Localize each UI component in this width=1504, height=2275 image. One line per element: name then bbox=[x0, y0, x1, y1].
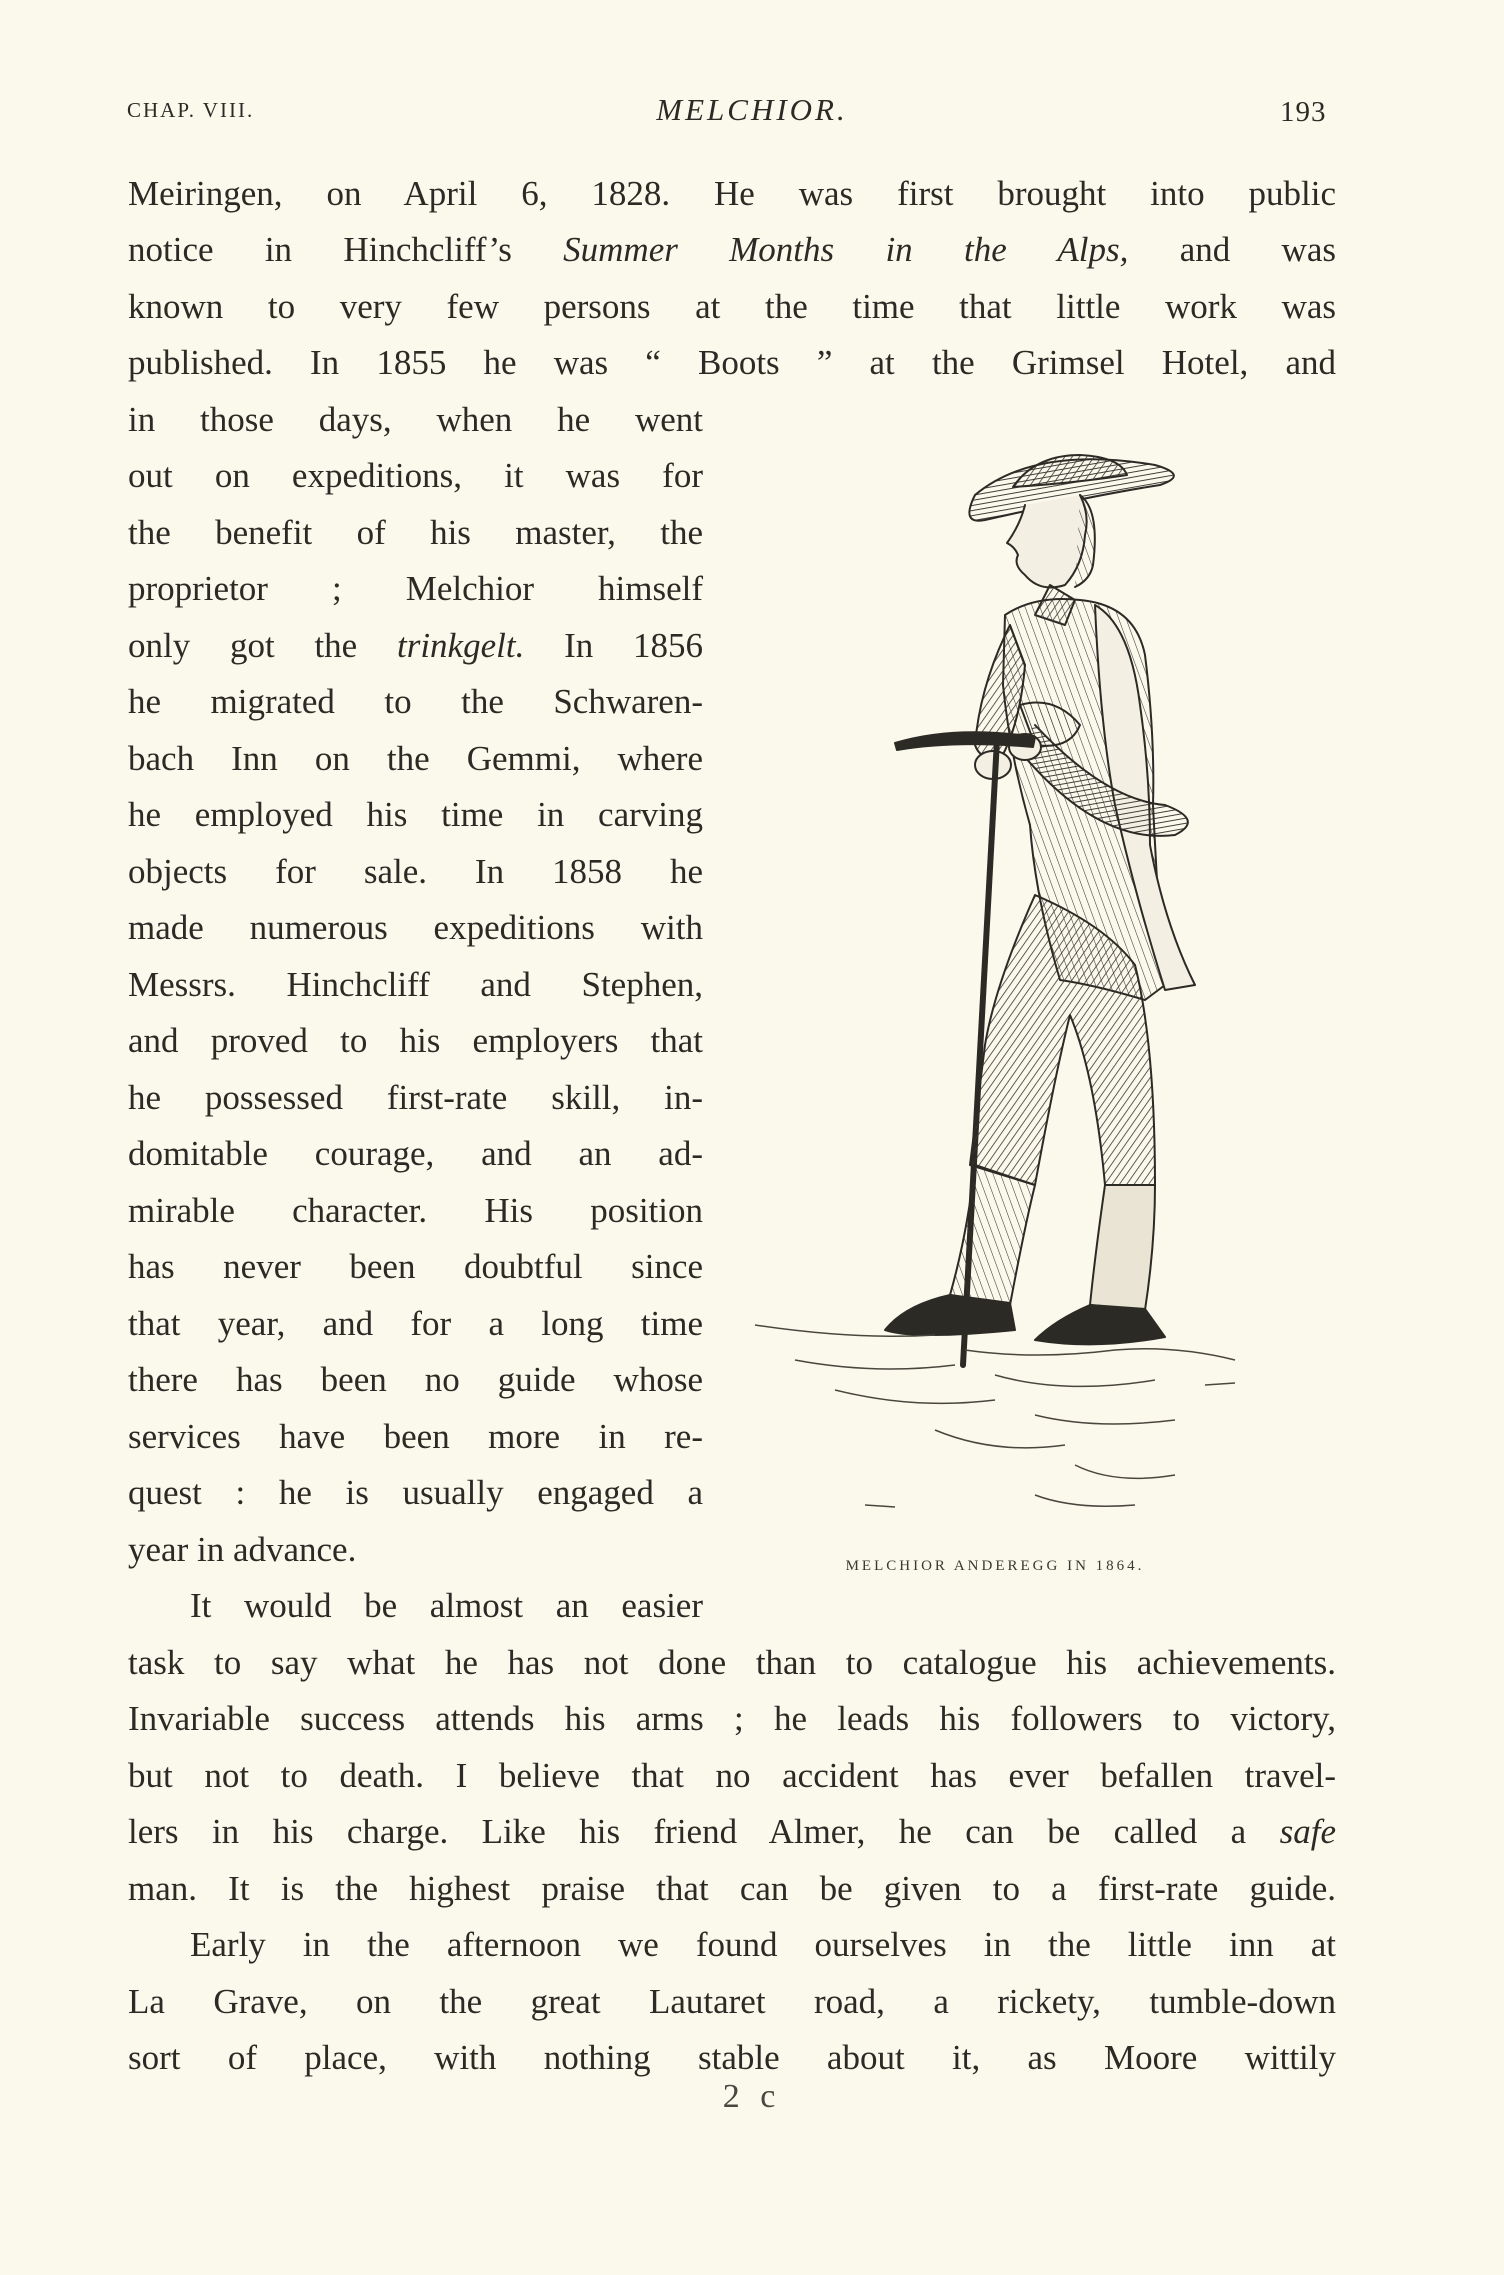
text-line: in those days, when he went bbox=[128, 400, 703, 439]
engraved-guide-figure bbox=[735, 425, 1255, 1550]
chapter-label: CHAP. VIII. bbox=[127, 98, 255, 122]
text-line: proprietor ; Melchior himself bbox=[128, 569, 703, 608]
figure-caption: MELCHIOR ANDEREGG IN 1864. bbox=[845, 1558, 1145, 1574]
text-line: objects for sale. In 1858 he bbox=[128, 852, 703, 891]
text-line: he possessed first-rate skill, in- bbox=[128, 1078, 703, 1117]
text-line: domitable courage, and an ad- bbox=[128, 1134, 703, 1173]
text-line: out on expeditions, it was for bbox=[128, 456, 703, 495]
text-line: Meiringen, on April 6, 1828. He was first brought into public bbox=[128, 174, 1336, 213]
text-line: Early in the afternoon we found ourselves in the little inn at bbox=[190, 1925, 1336, 1964]
text-line: there has been no guide whose bbox=[128, 1360, 703, 1399]
signature-mark: 2 c bbox=[722, 2078, 782, 2115]
text-line: made numerous expeditions with bbox=[128, 908, 703, 947]
text-line: Messrs. Hinchcliff and Stephen, bbox=[128, 965, 703, 1004]
text-line: La Grave, on the great Lautaret road, a rickety, tumble-down bbox=[128, 1982, 1336, 2021]
text-line: mirable character. His position bbox=[128, 1191, 703, 1230]
guide-portrait-illustration bbox=[735, 425, 1255, 1585]
page-number: 193 bbox=[1280, 96, 1327, 128]
text-line: task to say what he has not done than to catalogue his achievements. bbox=[128, 1643, 1336, 1682]
text-line: only got the trinkgelt. In 1856 bbox=[128, 626, 703, 665]
text-line: he migrated to the Schwaren- bbox=[128, 682, 703, 721]
text-line: sort of place, with nothing stable about it, as Moore wittily bbox=[128, 2038, 1336, 2077]
text-line: has never been doubtful since bbox=[128, 1247, 703, 1286]
text-line: quest : he is usually engaged a bbox=[128, 1473, 703, 1512]
text-line: services have been more in re- bbox=[128, 1417, 703, 1456]
text-line: year in advance. bbox=[128, 1530, 357, 1569]
text-line: known to very few persons at the time that little work was bbox=[128, 287, 1336, 326]
text-line: notice in Hinchcliff’s Summer Months in the Alps, and was bbox=[128, 230, 1336, 269]
text-line: he employed his time in carving bbox=[128, 795, 703, 834]
text-line: and proved to his employers that bbox=[128, 1021, 703, 1060]
text-line: but not to death. I believe that no accident has ever befallen travel- bbox=[128, 1756, 1336, 1795]
running-title: MELCHIOR. bbox=[656, 92, 848, 127]
text-line: bach Inn on the Gemmi, where bbox=[128, 739, 703, 778]
running-head bbox=[0, 92, 1504, 132]
text-line: It would be almost an easier bbox=[190, 1586, 703, 1625]
text-line: Invariable success attends his arms ; he leads his followers to victory, bbox=[128, 1699, 1336, 1738]
text-line: the benefit of his master, the bbox=[128, 513, 703, 552]
text-line: published. In 1855 he was “ Boots ” at the Grimsel Hotel, and bbox=[128, 343, 1336, 382]
text-line: that year, and for a long time bbox=[128, 1304, 703, 1343]
text-line: man. It is the highest praise that can be given to a first-rate guide. bbox=[128, 1869, 1336, 1908]
text-line: lers in his charge. Like his friend Almer, he can be called a safe bbox=[128, 1812, 1336, 1851]
